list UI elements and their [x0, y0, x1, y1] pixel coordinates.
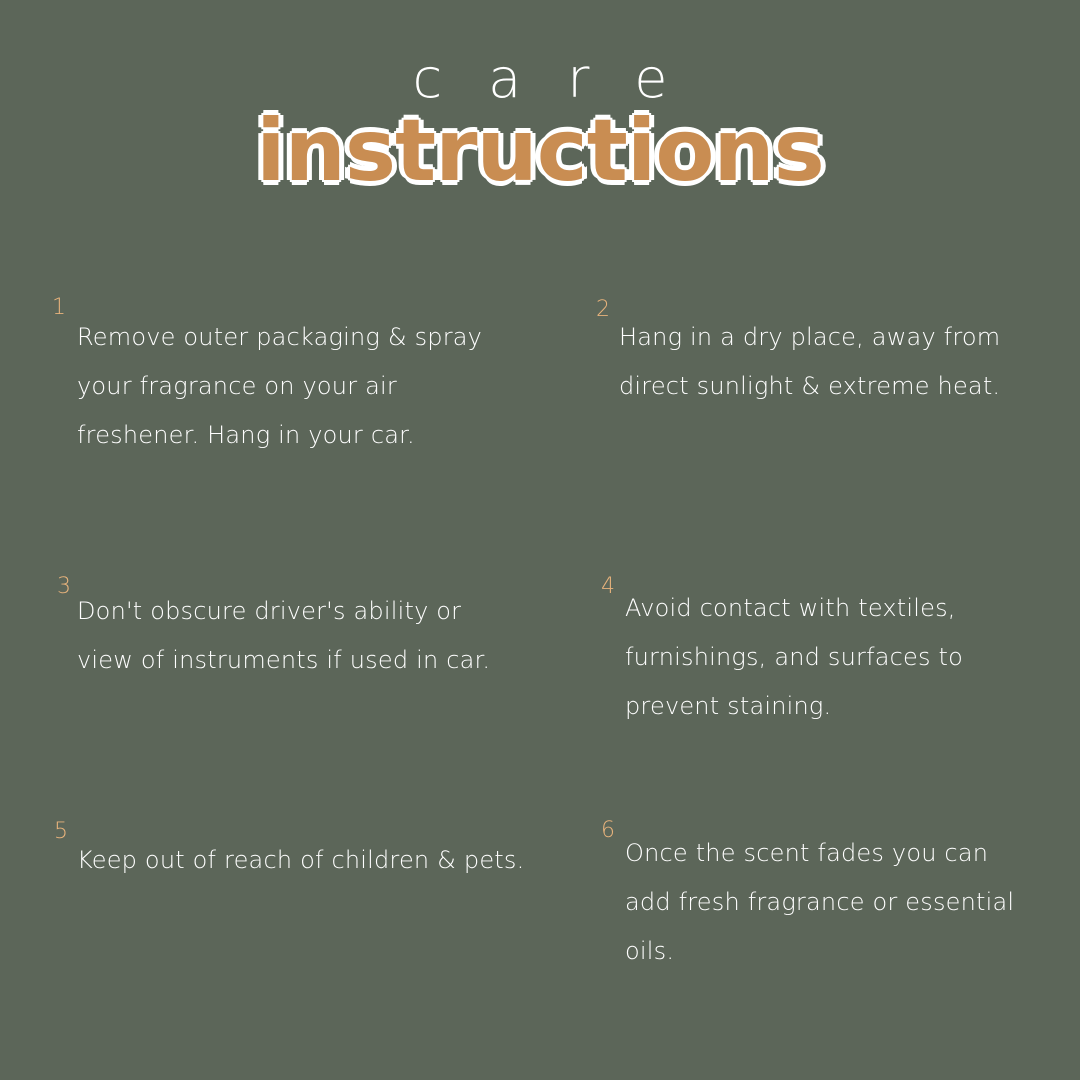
step-text-3: Don't obscure driver's ability or view of instruments if used in car.	[77, 597, 491, 674]
step-number-1: 1	[52, 295, 66, 320]
step-text-5: Keep out of reach of children & pets.	[77, 846, 525, 874]
title-script: instructions	[256, 101, 824, 201]
step-number-2: 2	[596, 297, 610, 322]
title-top: care	[412, 47, 714, 110]
step-text-2: Hang in a dry place, away from direct sunlight & extreme heat.	[619, 323, 1001, 400]
step-number-3: 3	[57, 574, 71, 599]
step-text-1: Remove outer packaging & spray your fragrance on your air freshener. Hang in your car.	[77, 323, 483, 449]
step-number-4: 4	[601, 574, 615, 599]
step-number-5: 5	[54, 819, 68, 844]
step-text-4: Avoid contact with textiles, furnishings, and surfaces to prevent staining.	[625, 594, 964, 720]
step-number-6: 6	[601, 818, 615, 843]
step-text-6: Once the scent fades you can add fresh fragrance or essential oils.	[625, 839, 1015, 965]
